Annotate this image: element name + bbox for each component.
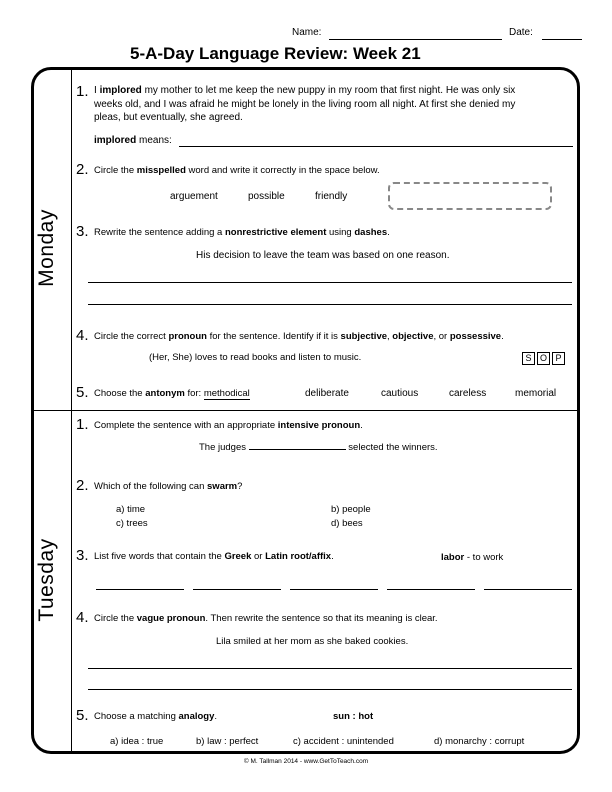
monday-q4-sop-boxes [520, 348, 565, 366]
tuesday-q1-text: Complete the sentence with an appropriate intensive pronoun. [94, 420, 363, 431]
monday-q5-choice[interactable]: cautious [381, 388, 419, 399]
tuesday-q3-answer-line[interactable] [193, 589, 281, 590]
tuesday-q5-target: sun : hot [333, 711, 374, 722]
tuesday-q2-option[interactable]: c) trees [116, 518, 148, 529]
monday-q4-text: Circle the correct pronoun for the sentence. Identify if it is subjective, objective, or possessive. [94, 331, 504, 342]
subjective-box[interactable]: S [522, 352, 535, 365]
tuesday-q2-option[interactable]: b) people [331, 504, 371, 515]
tuesday-q5-text: Choose a matching analogy. [94, 711, 218, 722]
tuesday-q2-number: 2. [76, 477, 89, 494]
tuesday-q1-blank[interactable] [249, 449, 346, 450]
footer-copyright: © M. Tallman 2014 - www.GetToTeach.com [243, 758, 369, 765]
monday-q1-number: 1. [76, 83, 89, 100]
monday-q5-choice[interactable]: memorial [515, 388, 557, 399]
tuesday-q2-option[interactable]: d) bees [331, 518, 363, 529]
day-divider-horizontal [33, 410, 578, 411]
monday-q2-choice[interactable]: friendly [315, 191, 348, 202]
tuesday-q3-answer-line[interactable] [290, 589, 378, 590]
monday-q5-choice[interactable]: careless [449, 388, 487, 399]
monday-q5-text: Choose the antonym for: methodical [94, 388, 250, 399]
monday-q2-choice[interactable]: arguement [170, 191, 218, 202]
tuesday-q5-choice[interactable]: b) law : perfect [196, 736, 259, 747]
tuesday-q5-choice[interactable]: c) accident : unintended [293, 736, 394, 747]
monday-q3-answer-line-1[interactable] [88, 282, 572, 283]
tuesday-q3-root: labor - to work [441, 552, 504, 563]
tuesday-q4-answer-line-1[interactable] [88, 668, 572, 669]
monday-q2-text: Circle the misspelled word and write it correctly in the space below. [94, 165, 380, 176]
monday-q1-answer-line[interactable] [179, 146, 573, 147]
tuesday-label: Tuesday [35, 538, 58, 622]
monday-label: Monday [35, 209, 58, 287]
tuesday-q1-sentence: The judges selected the winners. [199, 442, 438, 453]
monday-q5-target: methodical [203, 388, 250, 399]
possessive-box[interactable]: P [552, 352, 565, 365]
tuesday-q2-option[interactable]: a) time [116, 504, 146, 515]
tuesday-q5-choice[interactable]: a) idea : true [110, 736, 164, 747]
date-label: Date: [509, 27, 533, 38]
monday-q3-text: Rewrite the sentence adding a nonrestrictive element using dashes. [94, 227, 390, 238]
monday-q4-number: 4. [76, 327, 89, 344]
tuesday-q3-answer-line[interactable] [484, 589, 572, 590]
name-line[interactable] [329, 39, 502, 40]
tuesday-q5-choice[interactable]: d) monarchy : corrupt [434, 736, 525, 747]
monday-q1-means: implored means: [94, 135, 172, 146]
tuesday-q5-number: 5. [76, 707, 89, 724]
monday-q1-keyword: implored [99, 85, 142, 96]
tuesday-q4-sentence: Lila smiled at her mom as she baked cookies. [216, 636, 409, 647]
page-title: 5-A-Day Language Review: Week 21 [130, 44, 421, 63]
date-line[interactable] [542, 39, 582, 40]
objective-box[interactable]: O [537, 352, 550, 365]
monday-q3-number: 3. [76, 223, 89, 240]
tuesday-q2-text: Which of the following can swarm? [94, 481, 243, 492]
tuesday-q3-answer-line[interactable] [387, 589, 475, 590]
monday-q2-answer-box[interactable] [388, 182, 552, 210]
monday-q1-text: I implored my mother to let me keep the new puppy in my room that first night. He was only six weeks old, and I was afraid he might be lonely in the living room all night. At first she denied my pleas, but eventually, she agreed. [94, 85, 516, 123]
monday-q4-sentence: (Her, She) loves to read books and listen to music. [149, 352, 362, 363]
monday-q5-choice[interactable]: deliberate [305, 388, 349, 399]
tuesday-q3-number: 3. [76, 547, 89, 564]
monday-q5-number: 5. [76, 384, 89, 401]
tuesday-q4-number: 4. [76, 609, 89, 626]
monday-q3-answer-line-2[interactable] [88, 304, 572, 305]
tuesday-q1-number: 1. [76, 416, 89, 433]
monday-q2-number: 2. [76, 161, 89, 178]
tuesday-q3-answer-line[interactable] [96, 589, 184, 590]
tuesday-q4-answer-line-2[interactable] [88, 689, 572, 690]
name-label: Name: [292, 27, 322, 38]
monday-q3-sentence: His decision to leave the team was based on one reason. [196, 250, 450, 261]
tuesday-q4-text: Circle the vague pronoun. Then rewrite the sentence so that its meaning is clear. [94, 613, 438, 624]
monday-q2-choice[interactable]: possible [248, 191, 285, 202]
tuesday-q3-text: List five words that contain the Greek or Latin root/affix. [94, 551, 334, 562]
